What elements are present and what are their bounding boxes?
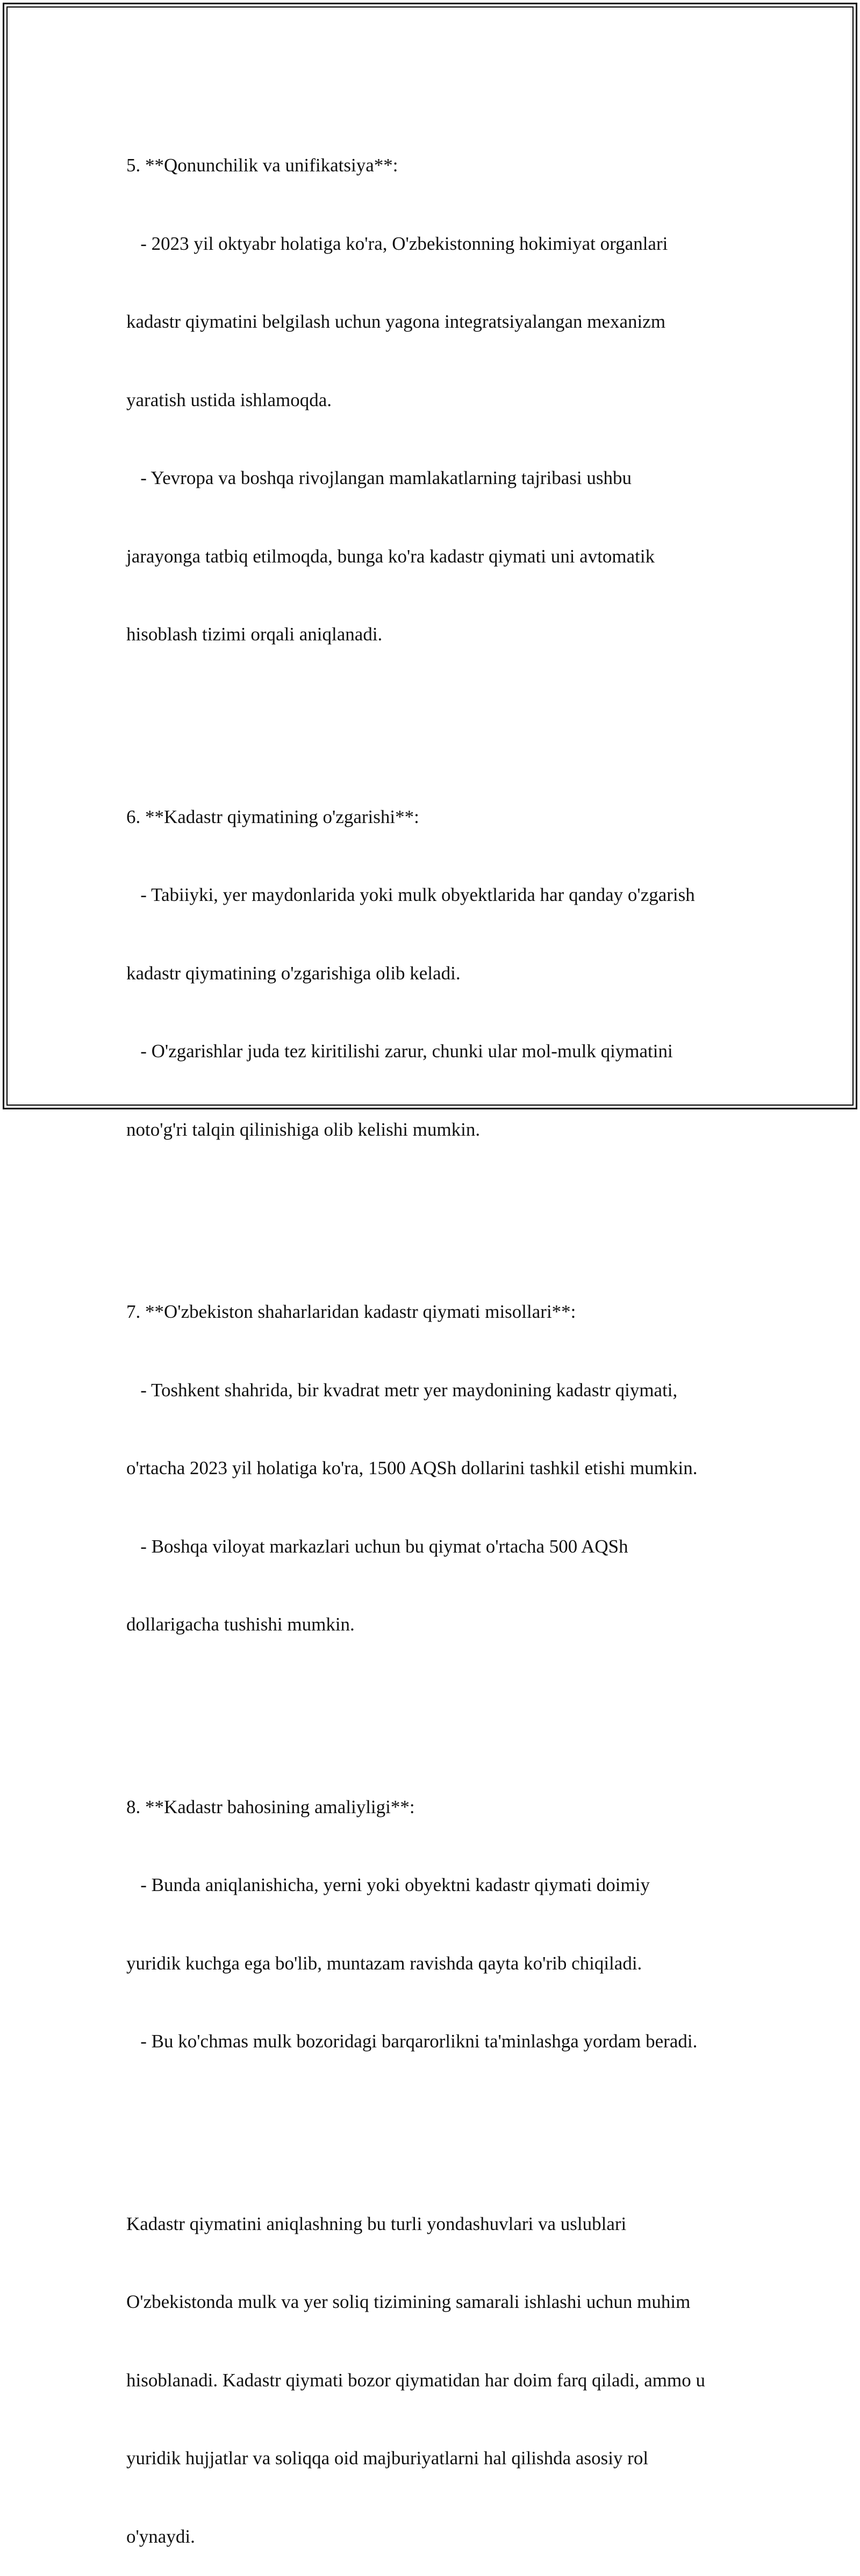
section-6-item-2-line-1: - O'zgarishlar juda tez kiritilishi zarur, chunki ular mol-mulk qiymatini	[126, 1041, 673, 1062]
section-8-item-1-line-1: - Bunda aniqlanishicha, yerni yoki obyektni kadastr qiymati doimiy	[126, 1874, 650, 1895]
conclusion-line-4: yuridik hujjatlar va soliqqa oid majburiyatlarni hal qilishda asosiy rol	[126, 2448, 649, 2469]
section-6-item-2-line-2: noto'g'ri talqin qilinishiga olib kelishi mumkin.	[126, 1119, 481, 1140]
document-body	[126, 100, 750, 2576]
section-6-heading: 6. **Kadastr qiymatining o'zgarishi**:	[126, 806, 419, 827]
section-7-item-1-line-2: o'rtacha 2023 yil holatiga ko'ra, 1500 AQSh dollarini tashkil etishi mumkin.	[126, 1457, 698, 1478]
section-5-item-1-line-1: - 2023 yil oktyabr holatiga ko'ra, O'zbekistonning hokimiyat organlari	[126, 233, 668, 254]
section-6-item-1-line-1: - Tabiiyki, yer maydonlarida yoki mulk obyektlarida har qanday o'zgarish	[126, 884, 695, 905]
section-7-item-1-line-1: - Toshkent shahrida, bir kvadrat metr yer maydonining kadastr qiymati,	[126, 1379, 678, 1401]
section-7-heading: 7. **O'zbekiston shaharlaridan kadastr qiymati misollari**:	[126, 1301, 576, 1322]
section-8-item-2-line-1: - Bu ko'chmas mulk bozoridagi barqarorlikni ta'minlashga yordam beradi.	[126, 2031, 698, 2052]
section-8-item-1-line-2: yuridik kuchga ega bo'lib, muntazam ravishda qayta ko'rib chiqiladi.	[126, 1952, 642, 1974]
section-5-item-2-line-2: jarayonga tatbiq etilmoqda, bunga ko'ra kadastr qiymati uni avtomatik	[126, 545, 655, 567]
section-7-item-2-line-1: - Boshqa viloyat markazlari uchun bu qiymat o'rtacha 500 AQSh	[126, 1535, 628, 1557]
section-5-item-1-line-3: yaratish ustida ishlamoqda.	[126, 389, 332, 410]
section-7-item-2-line-2: dollarigacha tushishi mumkin.	[126, 1614, 355, 1635]
conclusion-line-1: Kadastr qiymatini aniqlashning bu turli yondashuvlari va uslublari	[126, 2213, 627, 2234]
paragraph-gap	[126, 1690, 750, 1716]
section-8-heading: 8. **Kadastr bahosining amaliyligi**:	[126, 1796, 415, 1817]
paragraph-gap	[126, 2107, 750, 2133]
section-5-heading: 5. **Qonunchilik va unifikatsiya**:	[126, 155, 398, 176]
paragraph-gap	[126, 700, 750, 726]
paragraph-gap	[126, 1195, 750, 1221]
section-6-item-1-line-2: kadastr qiymatining o'zgarishiga olib keladi.	[126, 962, 461, 984]
conclusion-line-2: O'zbekistonda mulk va yer soliq tizimining samarali ishlashi uchun muhim	[126, 2291, 691, 2312]
section-5-item-1-line-2: kadastr qiymatini belgilash uchun yagona integratsiyalangan mexanizm	[126, 311, 666, 332]
section-5-item-2-line-3: hisoblash tizimi orqali aniqlanadi.	[126, 624, 383, 645]
conclusion-line-3: hisoblanadi. Kadastr qiymati bozor qiymatidan har doim farq qiladi, ammo u	[126, 2369, 705, 2391]
conclusion-line-5: o'ynaydi.	[126, 2526, 195, 2547]
section-5-item-2-line-1: - Yevropa va boshqa rivojlangan mamlakatlarning tajribasi ushbu	[126, 467, 632, 488]
